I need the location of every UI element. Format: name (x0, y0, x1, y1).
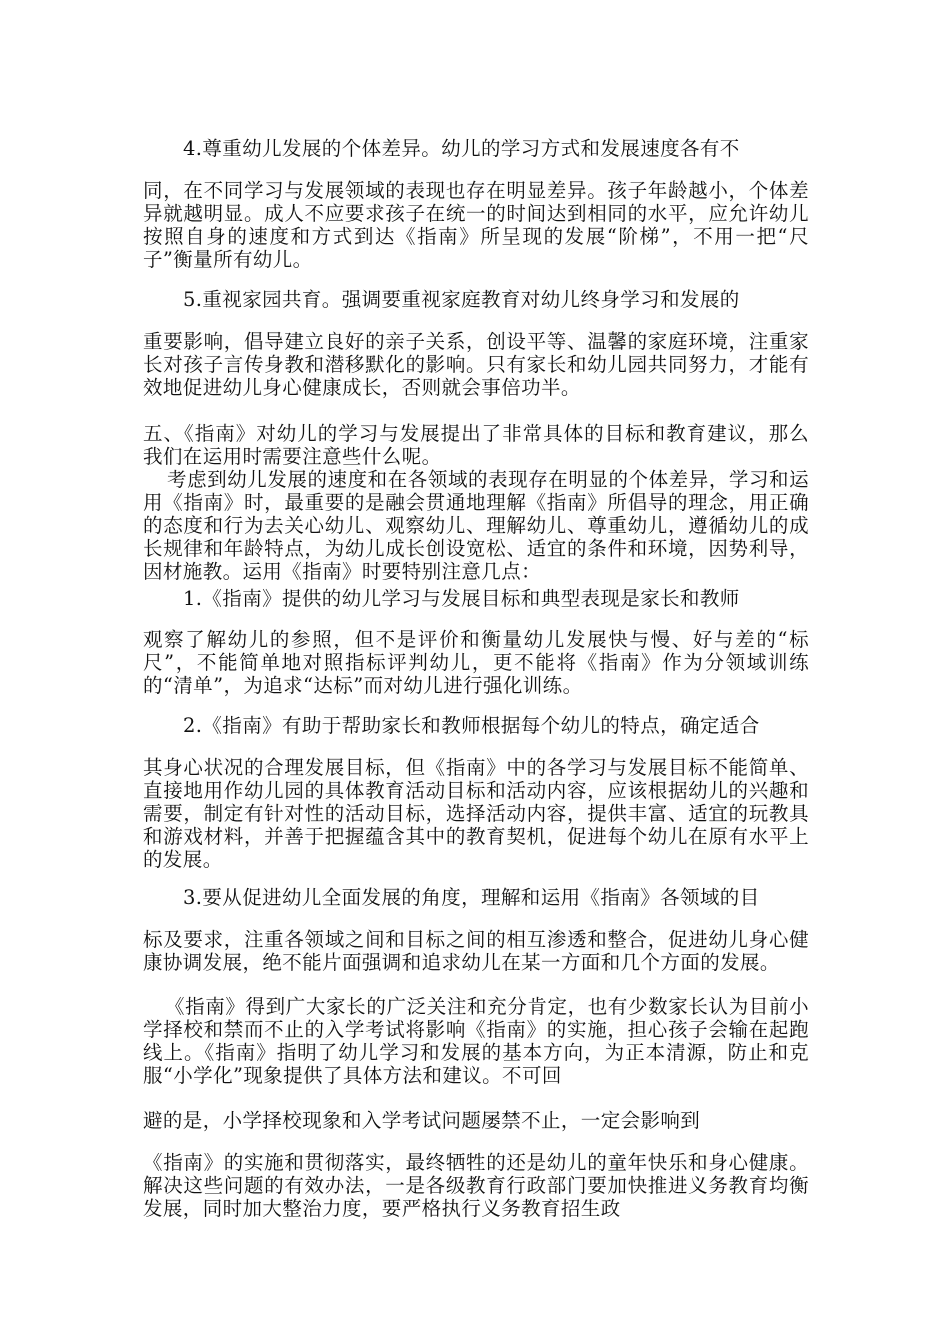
point-1-body: 观察了解幼儿的参照，但不是评价和衡量幼儿发展快与慢、好与差的“标尺”，不能简单地对照指标评判幼儿，更不能将《指南》作为分领域训练的“清单”，为追求“达标”而对幼儿进行强化训练。 (143, 628, 809, 697)
point-3-body: 标及要求，注重各领域之间和目标之间的相互渗透和整合，促进幼儿身心健康协调发展，绝不能片面强调和追求幼儿在某一方面和几个方面的发展。 (143, 928, 809, 974)
paragraph-5-first-line: 5.重视家园共育。强调要重视家庭教育对幼儿终身学习和发展的 (183, 288, 740, 311)
point-1-first-line: 1.《指南》提供的幼儿学习与发展目标和典型表现是家长和教师 (183, 587, 740, 610)
point-2-body: 其身心状况的合理发展目标，但《指南》中的各学习与发展目标不能简单、直接地用作幼儿园的具体教育活动目标和活动内容，应该根据幼儿的兴趣和需要，制定有针对性的活动目标，选择活动内容，提供丰富、适宜的玩教具和游戏材料，并善于把握蕴含其中的教育契机，促进每个幼儿在原有水平上的发展。 (143, 756, 809, 871)
paragraph-implementation: 《指南》的实施和贯彻落实，最终牺牲的还是幼儿的童年快乐和身心健康。解决这些问题的有效办法，一是各级教育行政部门要加快推进义务教育均衡发展，同时加大整治力度，要严格执行义务教育招生政 (143, 1151, 809, 1220)
point-2-first-line: 2.《指南》有助于帮助家长和教师根据每个幼儿的特点，确定适合 (183, 714, 760, 737)
paragraph-5-body: 重要影响，倡导建立良好的亲子关系，创设平等、温馨的家庭环境，注重家长对孩子言传身教和潜移默化的影响。只有家长和幼儿园共同努力，才能有效地促进幼儿身心健康成长，否则就会事倍功半。 (143, 330, 809, 399)
paragraph-parents: 《指南》得到广大家长的广泛关注和充分肯定，也有少数家长认为目前小学择校和禁而不止的入学考试将影响《指南》的实施，担心孩子会输在起跑线上。《指南》指明了幼儿学习和发展的基本方向，为正本清源，防止和克服“小学化”现象提供了具体方法和建议。不可回 (143, 995, 809, 1087)
section-five-heading: 五、《指南》对幼儿的学习与发展提出了非常具体的目标和教育建议，那么我们在运用时需要注意些什么呢。 (143, 422, 809, 468)
paragraph-unavoidable: 避的是，小学择校现象和入学考试问题屡禁不止，一定会影响到 (143, 1109, 701, 1132)
paragraph-4-first-line: 4.尊重幼儿发展的个体差异。幼儿的学习方式和发展速度各有不 (183, 137, 740, 160)
paragraph-considerations: 考虑到幼儿发展的速度和在各领域的表现存在明显的个体差异，学习和运用《指南》时，最重要的是融会贯通地理解《指南》所倡导的理念，用正确的态度和行为去关心幼儿、观察幼儿、理解幼儿、尊重幼儿，遵循幼儿的成长规律和年龄特点，为幼儿成长创设宽松、适宜的条件和环境，因势利导，因材施教。运用《指南》时要特别注意几点： (143, 468, 809, 583)
paragraph-4-body: 同，在不同学习与发展领域的表现也存在明显差异。孩子年龄越小，个体差异就越明显。成人不应要求孩子在统一的时间达到相同的水平，应允许幼儿按照自身的速度和方式到达《指南》所呈现的发展“阶梯”，不用一把“尺子”衡量所有幼儿。 (143, 179, 809, 271)
point-3-first-line: 3.要从促进幼儿全面发展的角度，理解和运用《指南》各领域的目 (183, 886, 760, 909)
